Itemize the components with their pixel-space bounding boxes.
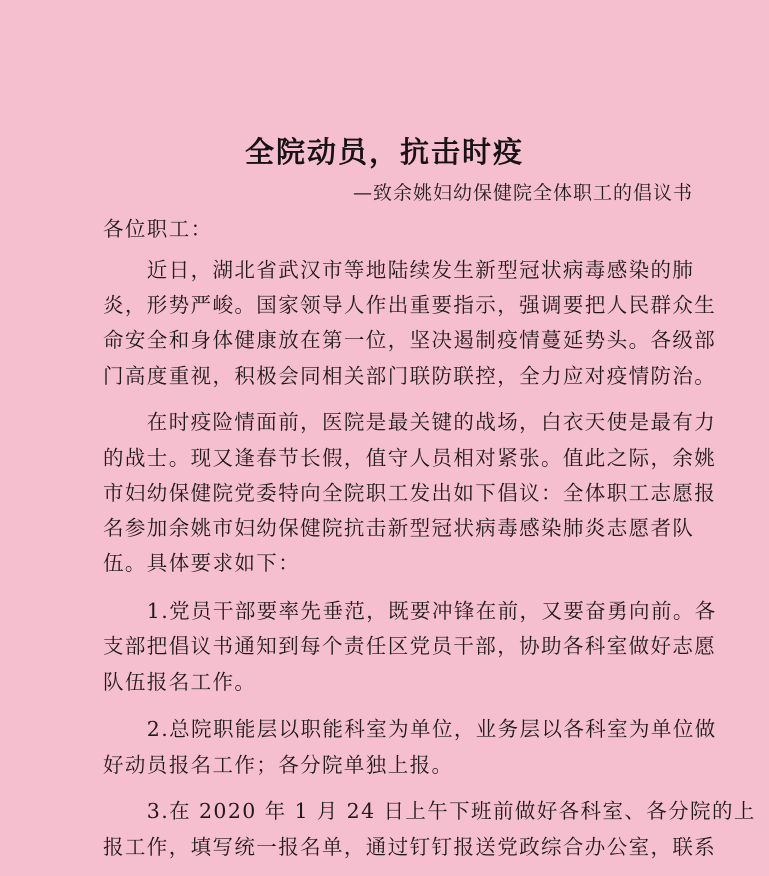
text-line: 命安全和身体健康放在第一位，坚决遏制疫情蔓延势头。各级部 xyxy=(103,328,717,352)
text-line: 报工作，填写统一报名单，通过钉钉报送党政综合办公室，联系 xyxy=(103,835,717,859)
text-line: 队伍报名工作。 xyxy=(103,670,257,694)
text-line: 门高度重视，积极会同相关部门联防联控，全力应对疫情防治。 xyxy=(103,364,717,388)
text-line: 支部把倡议书通知到每个责任区党员干部，协助各科室做好志愿 xyxy=(103,634,717,658)
text-line: 的战士。现又逢春节长假，值守人员相对紧张。值此之际，余姚 xyxy=(103,446,717,470)
document-subtitle: —致余姚妇幼保健院全体职工的倡议书 xyxy=(352,182,693,204)
text-line: 市妇幼保健院党委特向全院职工发出如下倡议：全体职工志愿报 xyxy=(103,481,717,505)
text-line: 伍。具体要求如下： xyxy=(103,551,301,575)
text-line: 1.党员干部要率先垂范，既要冲锋在前，又要奋勇向前。各 xyxy=(103,599,717,623)
text-line: 好动员报名工作；各分院单独上报。 xyxy=(103,753,454,777)
text-line: 3.在 2020 年 1 月 24 日上午下班前做好各科室、各分院的上 xyxy=(103,799,756,823)
document-title: 全院动员，抗击时疫 xyxy=(244,135,524,169)
text-line: 2.总院职能层以职能科室为单位，业务层以各科室为单位做 xyxy=(103,717,717,741)
salutation: 各位职工： xyxy=(103,217,213,241)
text-line: 名参加余姚市妇幼保健院抗击新型冠状病毒感染肺炎志愿者队 xyxy=(103,516,695,540)
text-line: 在时疫险情面前，医院是最关键的战场，白衣天使是最有力 xyxy=(103,410,717,434)
text-line: 近日，湖北省武汉市等地陆续发生新型冠状病毒感染的肺 xyxy=(103,258,695,282)
text-line: 炎，形势严峻。国家领导人作出重要指示，强调要把人民群众生 xyxy=(103,293,717,317)
